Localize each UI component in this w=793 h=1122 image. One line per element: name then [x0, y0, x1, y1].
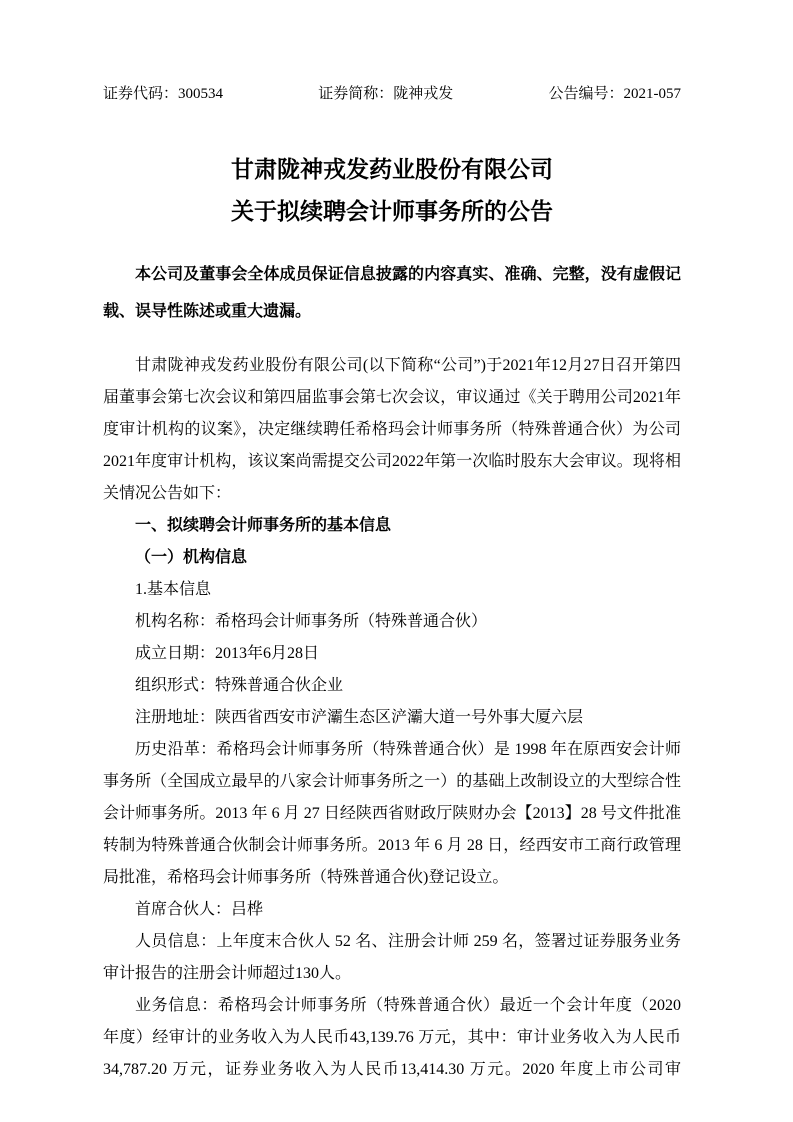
section-1-heading: 一、拟续聘会计师事务所的基本信息 [135, 517, 392, 534]
stock-abbr-label: 证券简称：陇神戎发 [318, 86, 454, 102]
business-info-paragraph: 业务信息：希格玛会计师事务所（特殊普通合伙）最近一个会计年度（2020 年度）经审计的业务收入为人民币43,139.76 万元，其中：审计业务收入为人民币34,787.20 万元，证券业务收入为人民币13,414.30 万元。2020 年度上市公司审 [103, 997, 681, 1078]
personnel-info-paragraph: 人员信息：上年度末合伙人 52 名、注册会计师 259 名，签署过证券服务业务审计报告的注册会计师超过130人。 [103, 933, 681, 982]
org-form-line: 组织形式：特殊普通合伙企业 [135, 677, 344, 694]
intro-paragraph: 甘肃陇神戎发药业股份有限公司(以下简称“公司”)于2021年12月27日召开第四届董事会第七次会议和第四届监事会第七次会议，审议通过《关于聘用公司2021年度审计机构的议案》，决定继续聘任希格玛会计师事务所（特殊普通合伙）为公司2021年度审计机构，该议案尚需提交公司2022年第一次临时股东大会审议。现将相关情况公告如下： [103, 357, 681, 502]
org-name-line: 机构名称：希格玛会计师事务所（特殊普通合伙） [135, 613, 488, 630]
chief-partner-line: 首席合伙人：吕桦 [135, 901, 264, 918]
item-1-basic-info-heading: 1.基本信息 [135, 581, 212, 598]
disclaimer-statement: 本公司及董事会全体成员保证信息披露的内容真实、准确、完整，没有虚假记载、误导性陈述或重大遗漏。 [103, 266, 681, 320]
section-1-1-heading: （一）机构信息 [135, 549, 248, 566]
stock-code-label: 证券代码：300534 [103, 86, 224, 102]
registered-address-line: 注册地址：陕西省西安市浐灞生态区浐灞大道一号外事大厦六层 [135, 709, 584, 726]
announcement-number-label: 公告编号：2021-057 [548, 86, 681, 102]
document-header [103, 84, 681, 104]
document-title [103, 148, 681, 232]
history-paragraph: 历史沿革：希格玛会计师事务所（特殊普通合伙）是 1998 年在原西安会计师事务所（全国成立最早的八家会计师事务所之一）的基础上改制设立的大型综合性会计师事务所。2013 年 6 月 27 日经陕西省财政厅陕财办会【2013】28 号文件批准转制为特殊普通合伙制会计师事务所。2013 年 6 月 28 日，经西安市工商行政管理局批准，希格玛会计师事务所（特殊普通合伙)登记设立。 [103, 741, 681, 886]
document-title-subject-line: 关于拟续聘会计师事务所的公告 [231, 198, 553, 224]
established-date-line: 成立日期：2013年6月28日 [135, 645, 320, 662]
document-title-company-line: 甘肃陇神戎发药业股份有限公司 [231, 156, 553, 182]
